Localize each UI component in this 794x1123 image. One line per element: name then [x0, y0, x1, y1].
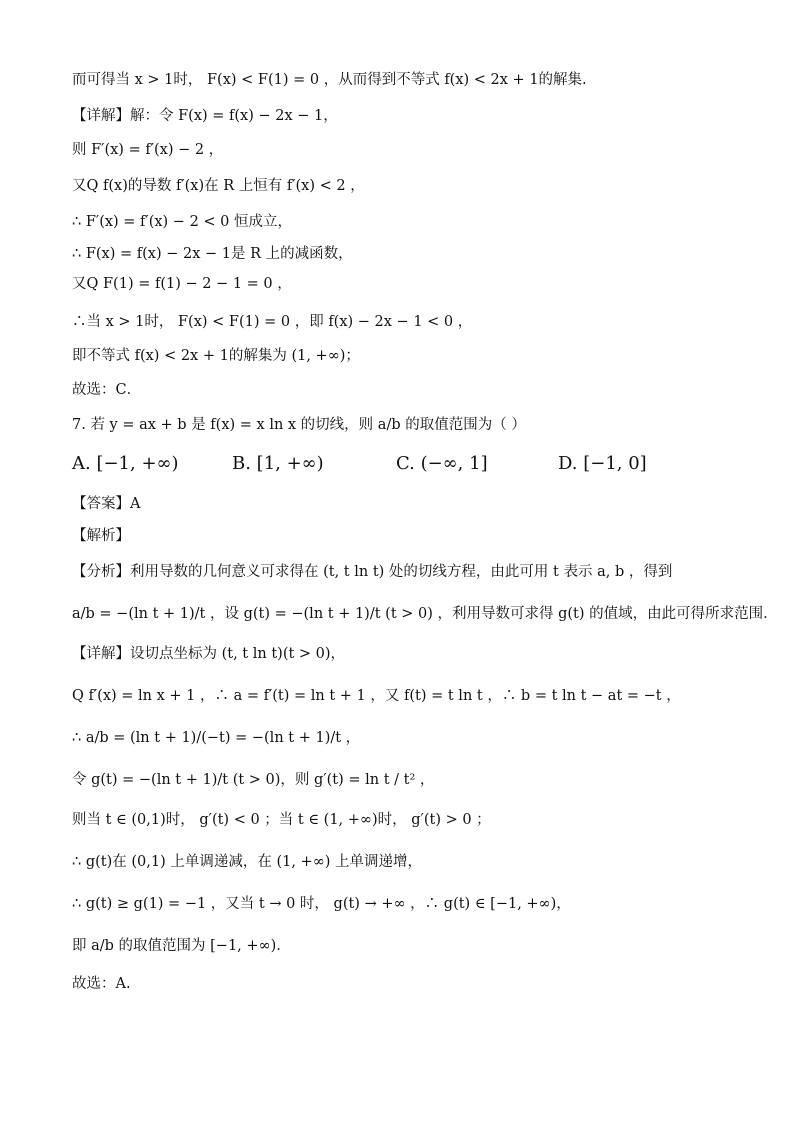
final-choice: 故选：A.: [72, 976, 131, 992]
detail-line-3: 又Q f(x)的导数 f′(x)在 R 上恒有 f′(x) < 2 ，: [72, 178, 365, 194]
solution-step-4: 则当 t ∈ (0,1)时， g′(t) < 0 ；当 t ∈ (1, +∞)时， g′(t) > 0 ；: [72, 812, 491, 828]
solution-step-7: 即 a/b 的取值范围为 [−1, +∞).: [72, 938, 281, 954]
detail-line-4: ∴ F′(x) = f′(x) − 2 < 0 恒成立，: [72, 214, 292, 230]
solution-line-1: 而可得当 x > 1时， F(x) < F(1) = 0 ，从而得到不等式 f(x) < 2x + 1的解集.: [72, 72, 587, 88]
solution-step-5: ∴ g(t)在 (0,1) 上单调递减，在 (1, +∞) 上单调递增，: [72, 854, 423, 870]
choice-line-1: 故选：C．: [72, 382, 142, 398]
detail-line-6: 又Q F(1) = f(1) − 2 − 1 = 0 ，: [72, 276, 292, 292]
solution-step-6: ∴ g(t) ≥ g(1) = −1 ，又当 t → 0 时， g(t) → +∞ ，∴ g(t) ∈ [−1, +∞)，: [72, 896, 571, 912]
option-b: B. [1, +∞): [232, 453, 324, 474]
detail-line-8: 即不等式 f(x) < 2x + 1的解集为 (1, +∞)；: [72, 348, 360, 364]
detail-line-1: 【详解】解：令 F(x) = f(x) − 2x − 1，: [72, 108, 338, 124]
solution-step-2: ∴ a/b = (ln t + 1)/(−t) = −(ln t + 1)/t ，: [72, 730, 361, 746]
analysis-line-2: a/b = −(ln t + 1)/t ，设 g(t) = −(ln t + 1)/t (t > 0) ，利用导数可求得 g(t) 的值域，由此可得所求范围.: [72, 606, 768, 622]
detail-intro: 【详解】设切点坐标为 (t, t ln t)(t > 0)，: [72, 646, 346, 662]
solution-step-3: 令 g(t) = −(ln t + 1)/t (t > 0)，则 g′(t) = ln t / t² ，: [72, 772, 435, 788]
detail-line-7: ∴当 x > 1时， F(x) < F(1) = 0 ，即 f(x) − 2x − 1 < 0 ，: [72, 314, 473, 330]
analysis-label: 【解析】: [72, 528, 130, 544]
answer-label: 【答案】A: [72, 496, 141, 512]
analysis-line-1: 【分析】利用导数的几何意义可求得在 (t, t ln t) 处的切线方程，由此可用 t 表示 a, b ，得到: [72, 564, 673, 580]
detail-line-5: ∴ F(x) = f(x) − 2x − 1是 R 上的减函数，: [72, 246, 353, 262]
detail-line-2: 则 F′(x) = f′(x) − 2 ，: [72, 142, 224, 158]
solution-step-1: Q f′(x) = ln x + 1 ，∴ a = f′(t) = ln t + 1 ，又 f(t) = t ln t ，∴ b = t ln t − at = −t ，: [72, 688, 681, 704]
option-a: A. [−1, +∞): [72, 453, 179, 474]
question-7: 7. 若 y = ax + b 是 f(x) = x ln x 的切线，则 a/b 的取值范围为（ ）: [72, 417, 526, 433]
option-c: C. (−∞, 1]: [396, 453, 488, 474]
option-d: D. [−1, 0]: [558, 453, 647, 474]
